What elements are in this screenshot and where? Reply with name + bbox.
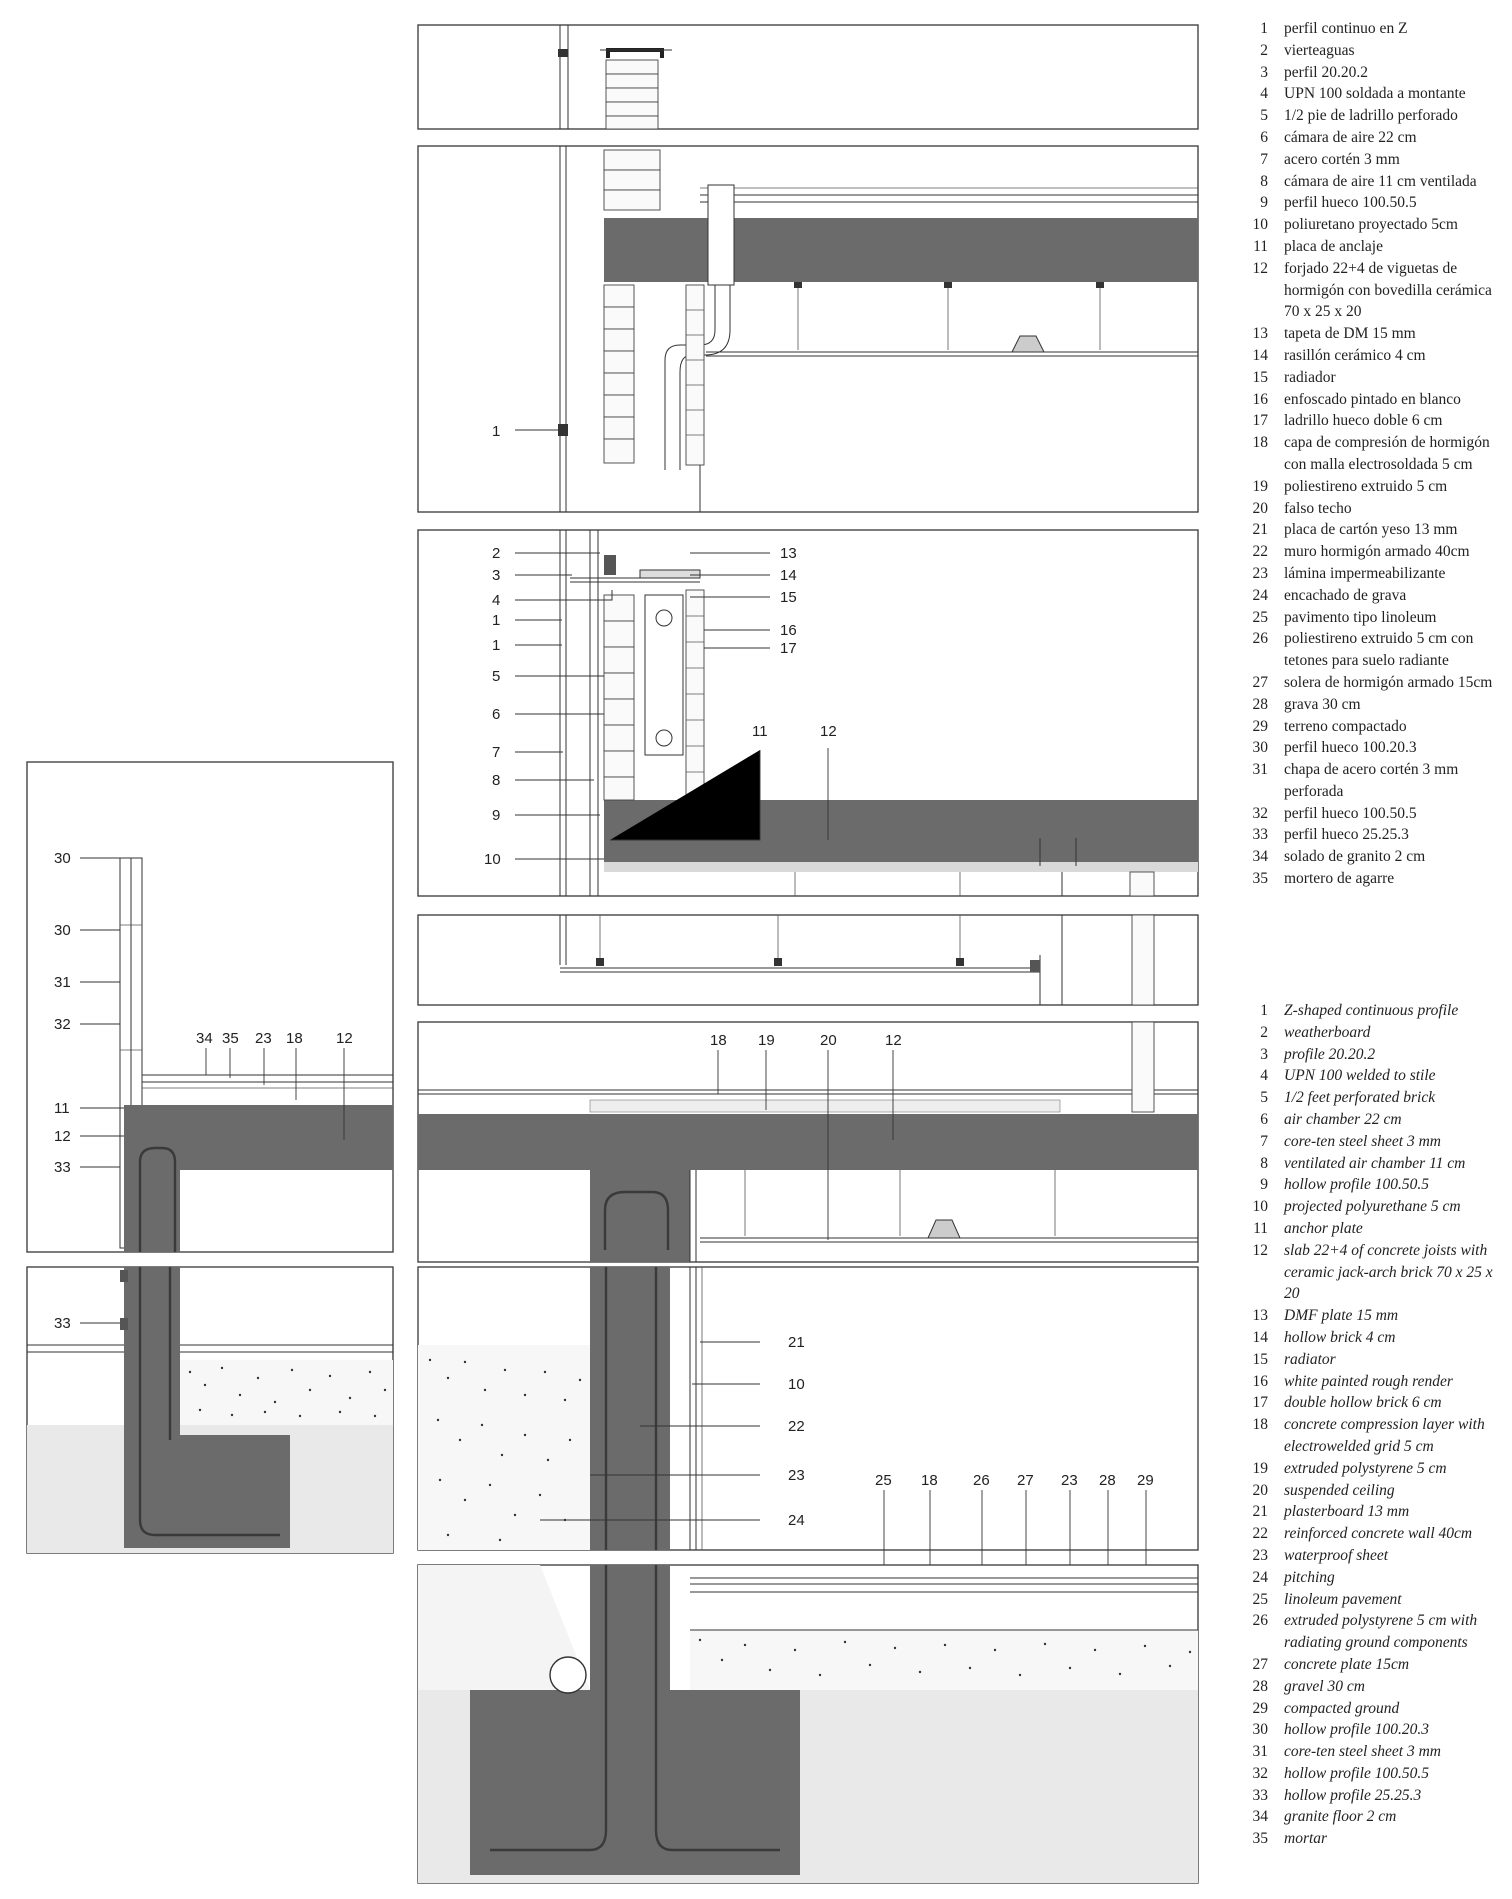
callout-label: 12 xyxy=(885,1032,902,1049)
legend-number: 14 xyxy=(1252,346,1268,364)
legend-item xyxy=(1240,323,1508,345)
legend-text: profile 20.20.2 xyxy=(1284,1045,1376,1063)
callout-label: 5 xyxy=(492,668,501,685)
legend-item xyxy=(1240,410,1508,432)
legend-number: 26 xyxy=(1252,1612,1268,1630)
legend-item xyxy=(1240,563,1508,585)
legend-item xyxy=(1240,62,1508,84)
legend-number: 31 xyxy=(1252,1743,1268,1761)
legend-number: 10 xyxy=(1252,1198,1268,1216)
legend-number: 9 xyxy=(1260,1176,1268,1194)
legend-number: 6 xyxy=(1260,128,1268,146)
legend-item xyxy=(1240,519,1508,541)
legend-number: 4 xyxy=(1260,85,1268,103)
legend-number: 30 xyxy=(1252,1721,1268,1739)
legend-number: 11 xyxy=(1253,1219,1268,1237)
legend-item xyxy=(1240,1000,1508,1022)
legend-item xyxy=(1240,498,1508,520)
legend-text: pitching xyxy=(1284,1568,1335,1586)
callout-label: 33 xyxy=(54,1159,71,1176)
callout-label: 2 xyxy=(492,545,501,562)
legend-item xyxy=(1240,1501,1508,1523)
legend-text: air chamber 22 cm xyxy=(1284,1110,1402,1128)
legend-item xyxy=(1240,846,1508,868)
legend-text: gravel 30 cm xyxy=(1284,1677,1365,1695)
legend-text: pavimento tipo linoleum xyxy=(1284,608,1437,626)
callout-label: 11 xyxy=(752,723,768,740)
legend-item xyxy=(1240,192,1508,214)
legend-item xyxy=(1240,1065,1508,1087)
legend-item xyxy=(1240,105,1508,127)
callout-label: 20 xyxy=(820,1032,837,1049)
legend-item xyxy=(1240,171,1508,193)
panel-parapet-detail xyxy=(418,25,1198,129)
callout-label: 3 xyxy=(492,567,501,584)
legend-text: terreno compactado xyxy=(1284,717,1407,735)
legend-text: white painted rough render xyxy=(1284,1372,1453,1390)
drain-pipe xyxy=(550,1657,586,1693)
legend-number: 9 xyxy=(1260,194,1268,212)
legend-text: concrete plate 15cm xyxy=(1284,1655,1410,1673)
legend-number: 4 xyxy=(1260,1067,1268,1085)
legend-item xyxy=(1240,1523,1508,1545)
legend-text: cámara de aire 22 cm xyxy=(1284,128,1417,146)
legend-item xyxy=(1240,40,1508,62)
legend-text: extruded polystyrene 5 cm xyxy=(1284,1459,1447,1477)
callout-label: 9 xyxy=(492,807,501,824)
legend-item xyxy=(1240,585,1508,607)
legend-number: 18 xyxy=(1252,434,1268,452)
legend-number: 22 xyxy=(1252,1525,1268,1543)
callout-label: 14 xyxy=(780,567,797,584)
legend-number: 32 xyxy=(1252,804,1268,822)
legend-text: poliestireno extruido 5 cm xyxy=(1284,477,1448,495)
callout-label: 35 xyxy=(222,1030,239,1047)
roof-slab xyxy=(604,218,1198,282)
panel-terrace-detail xyxy=(27,762,393,1252)
legend-number: 29 xyxy=(1252,717,1268,735)
legend-text: projected polyurethane 5 cm xyxy=(1284,1198,1461,1216)
callout-label: 24 xyxy=(788,1512,805,1529)
panel-ground-slab xyxy=(418,1022,1198,1262)
legend-number: 2 xyxy=(1260,1023,1268,1041)
legend-number: 3 xyxy=(1260,1045,1268,1063)
legend-number: 6 xyxy=(1260,1110,1268,1128)
legend-text: hollow profile 100.50.5 xyxy=(1284,1764,1429,1782)
callout-label: 30 xyxy=(54,922,71,939)
callout-label: 28 xyxy=(1099,1472,1116,1489)
legend-item xyxy=(1240,258,1508,323)
legend-text: perfil hueco 100.20.3 xyxy=(1284,739,1417,757)
callout-label: 23 xyxy=(1061,1472,1078,1489)
callout-label: 1 xyxy=(492,637,501,654)
legend-number: 15 xyxy=(1252,368,1268,386)
legend-text: radiador xyxy=(1284,368,1336,386)
legend-text: placa de anclaje xyxy=(1284,237,1383,255)
legend-number: 7 xyxy=(1260,150,1268,168)
callout-label: 19 xyxy=(758,1032,775,1049)
legend-text: slab 22+4 of concrete joists with ceramic jack-arch brick 70 x 25 x 20 xyxy=(1284,1241,1493,1303)
legend-item xyxy=(1240,1545,1508,1567)
legend-item xyxy=(1240,389,1508,411)
legend-number: 10 xyxy=(1252,216,1268,234)
legend-item xyxy=(1240,1480,1508,1502)
legend-text: placa de cartón yeso 13 mm xyxy=(1284,521,1458,539)
legend-item xyxy=(1240,1741,1508,1763)
legend-text: hollow profile 100.20.3 xyxy=(1284,1721,1429,1739)
legend-text: cámara de aire 11 cm ventilada xyxy=(1284,172,1477,190)
legend-item xyxy=(1240,1828,1508,1850)
legend-text: mortar xyxy=(1284,1830,1328,1848)
legend-number: 1 xyxy=(1260,1002,1268,1019)
legend-number: 21 xyxy=(1252,1503,1268,1521)
legend-text: poliuretano proyectado 5cm xyxy=(1284,216,1458,234)
callout-label: 12 xyxy=(54,1128,71,1145)
legend-text: solado de granito 2 cm xyxy=(1284,848,1426,866)
legend-number: 30 xyxy=(1252,739,1268,757)
legend-text: UPN 100 soldada a montante xyxy=(1284,85,1466,103)
legend-number: 34 xyxy=(1252,1808,1268,1826)
legend-number: 34 xyxy=(1252,848,1268,866)
legend-number: 14 xyxy=(1252,1328,1268,1346)
callout-label: 7 xyxy=(492,744,501,761)
legend-item xyxy=(1240,541,1508,563)
legend-number: 33 xyxy=(1252,826,1268,844)
callout-label: 6 xyxy=(492,706,501,723)
legend-item xyxy=(1240,1785,1508,1807)
legend-text: falso techo xyxy=(1284,499,1352,517)
legend-text: weatherboard xyxy=(1284,1023,1371,1041)
callout-label: 12 xyxy=(336,1030,353,1047)
legend-item xyxy=(1240,628,1508,672)
legend-item xyxy=(1240,737,1508,759)
legend-text: core-ten steel sheet 3 mm xyxy=(1284,1743,1441,1761)
legend-number: 15 xyxy=(1252,1350,1268,1368)
legend-text: enfoscado pintado en blanco xyxy=(1284,390,1461,408)
panel-retaining-wall-left xyxy=(27,1267,393,1553)
legend-text: vierteaguas xyxy=(1284,41,1355,59)
legend-text: rasillón cerámico 4 cm xyxy=(1284,346,1426,364)
legend-text: tapeta de DM 15 mm xyxy=(1284,325,1416,343)
legend-text: compacted ground xyxy=(1284,1699,1400,1717)
callout-label: 30 xyxy=(54,850,71,867)
legend-number: 11 xyxy=(1253,237,1268,255)
callout-label: 31 xyxy=(54,974,71,991)
callout-label: 21 xyxy=(788,1334,805,1351)
callout-label: 27 xyxy=(1017,1472,1034,1489)
basement-wall xyxy=(590,1267,670,1550)
legend-text: 1/2 pie de ladrillo perforado xyxy=(1284,107,1458,125)
legend-item xyxy=(1240,1131,1508,1153)
legend-number: 7 xyxy=(1260,1132,1268,1150)
legend-text: double hollow brick 6 cm xyxy=(1284,1394,1442,1412)
legend-item xyxy=(1240,1305,1508,1327)
panel-foundation xyxy=(418,1565,1198,1883)
legend-number: 19 xyxy=(1252,477,1268,495)
legend-item xyxy=(1240,1349,1508,1371)
callout-label: 1 xyxy=(492,423,501,440)
legend-text: ventilated air chamber 11 cm xyxy=(1284,1154,1466,1172)
legend-item xyxy=(1240,149,1508,171)
legend-number: 21 xyxy=(1252,521,1268,539)
legend-text: Z-shaped continuous profile xyxy=(1284,1002,1459,1019)
legend-item xyxy=(1240,236,1508,258)
legend-number: 27 xyxy=(1252,673,1268,691)
legend-item xyxy=(1240,1022,1508,1044)
legend-spanish xyxy=(1240,18,1508,890)
legend-text: plasterboard 13 mm xyxy=(1284,1503,1410,1521)
legend-text: linoleum pavement xyxy=(1284,1590,1402,1608)
legend-number: 29 xyxy=(1252,1699,1268,1717)
legend-item xyxy=(1240,1654,1508,1676)
legend-item xyxy=(1240,1196,1508,1218)
legend-english xyxy=(1240,1000,1508,1850)
callout-label: 23 xyxy=(255,1030,272,1047)
legend-text: anchor plate xyxy=(1284,1219,1363,1237)
parapet-brick xyxy=(606,60,658,129)
callout-label: 32 xyxy=(54,1016,71,1033)
legend-text: hollow profile 25.25.3 xyxy=(1284,1786,1422,1804)
legend-number: 24 xyxy=(1252,1568,1268,1586)
legend-number: 13 xyxy=(1252,325,1268,343)
legend-item xyxy=(1240,1240,1508,1305)
legend-text: muro hormigón armado 40cm xyxy=(1284,543,1470,561)
legend-number: 12 xyxy=(1252,259,1268,277)
callout-label: 33 xyxy=(54,1315,71,1332)
callout-label: 15 xyxy=(780,589,797,606)
legend-text: hollow brick 4 cm xyxy=(1284,1328,1396,1346)
legend-item xyxy=(1240,127,1508,149)
legend-text: waterproof sheet xyxy=(1284,1546,1389,1564)
legend-text: perfil continuo en Z xyxy=(1284,20,1408,37)
legend-number: 35 xyxy=(1252,870,1268,888)
legend-text: suspended ceiling xyxy=(1284,1481,1395,1499)
legend-item xyxy=(1240,1589,1508,1611)
legend-number: 16 xyxy=(1252,390,1268,408)
legend-number: 23 xyxy=(1252,564,1268,582)
callout-label: 8 xyxy=(492,772,501,789)
callout-label: 18 xyxy=(286,1030,303,1047)
legend-text: core-ten steel sheet 3 mm xyxy=(1284,1132,1441,1150)
legend-text: perfil 20.20.2 xyxy=(1284,63,1368,81)
callout-label: 10 xyxy=(484,851,501,868)
legend-item xyxy=(1240,1698,1508,1720)
legend-item xyxy=(1240,345,1508,367)
legend-number: 25 xyxy=(1252,608,1268,626)
legend-item xyxy=(1240,1371,1508,1393)
legend-text: chapa de acero cortén 3 mm perforada xyxy=(1284,761,1459,800)
callout-label: 12 xyxy=(820,723,837,740)
legend-number: 28 xyxy=(1252,1677,1268,1695)
callout-label: 22 xyxy=(788,1418,805,1435)
legend-text: extruded polystyrene 5 cm with radiating ground components xyxy=(1284,1612,1478,1652)
legend-number: 16 xyxy=(1252,1372,1268,1390)
legend-text: reinforced concrete wall 40cm xyxy=(1284,1525,1473,1543)
legend-number: 17 xyxy=(1252,412,1268,430)
legend-text: perfil hueco 100.50.5 xyxy=(1284,804,1417,822)
legend-item xyxy=(1240,1327,1508,1349)
legend-number: 32 xyxy=(1252,1764,1268,1782)
legend-item xyxy=(1240,83,1508,105)
legend-item xyxy=(1240,476,1508,498)
legend-item xyxy=(1240,1676,1508,1698)
legend-text: lámina impermeabilizante xyxy=(1284,564,1446,582)
legend-item xyxy=(1240,1109,1508,1131)
legend-number: 33 xyxy=(1252,1786,1268,1804)
legend-number: 18 xyxy=(1252,1416,1268,1434)
legend-number: 17 xyxy=(1252,1394,1268,1412)
legend-text: solera de hormigón armado 15cm xyxy=(1284,673,1493,691)
legend-item xyxy=(1240,214,1508,236)
legend-text: granite floor 2 cm xyxy=(1284,1808,1397,1826)
legend-item xyxy=(1240,1763,1508,1785)
panel-ceiling-strip xyxy=(418,915,1198,1005)
legend-item xyxy=(1240,1458,1508,1480)
legend-number: 27 xyxy=(1252,1655,1268,1673)
legend-item xyxy=(1240,1174,1508,1196)
legend-number: 5 xyxy=(1260,1089,1268,1107)
legend-item xyxy=(1240,1392,1508,1414)
callout-label: 13 xyxy=(780,545,797,562)
legend-number: 26 xyxy=(1252,630,1268,648)
legend-item xyxy=(1240,18,1508,40)
legend-item xyxy=(1240,759,1508,803)
legend-number: 2 xyxy=(1260,41,1268,59)
legend-item xyxy=(1240,824,1508,846)
callout-label: 25 xyxy=(875,1472,892,1489)
legend-item xyxy=(1240,803,1508,825)
legend-text: DMF plate 15 mm xyxy=(1284,1307,1399,1325)
legend-item xyxy=(1240,1153,1508,1175)
legend-item xyxy=(1240,1044,1508,1066)
legend-item xyxy=(1240,716,1508,738)
legend-item xyxy=(1240,694,1508,716)
legend-item xyxy=(1240,432,1508,476)
legend-item xyxy=(1240,607,1508,629)
legend-number: 35 xyxy=(1252,1830,1268,1848)
callout-label: 18 xyxy=(710,1032,727,1049)
legend-item xyxy=(1240,1610,1508,1654)
legend-number: 28 xyxy=(1252,695,1268,713)
legend-number: 22 xyxy=(1252,543,1268,561)
legend-text: forjado 22+4 de viguetas de hormigón con bovedilla cerámica 70 x 25 x 20 xyxy=(1284,259,1492,321)
legend-number: 12 xyxy=(1252,1241,1268,1259)
callout-label: 29 xyxy=(1137,1472,1154,1489)
legend-text: perfil hueco 25.25.3 xyxy=(1284,826,1409,844)
legend-text: hollow profile 100.50.5 xyxy=(1284,1176,1429,1194)
callout-label: 1 xyxy=(492,612,501,629)
legend-text: concrete compression layer with electrowelded grid 5 cm xyxy=(1284,1416,1485,1455)
legend-number: 19 xyxy=(1252,1459,1268,1477)
callout-label: 23 xyxy=(788,1467,805,1484)
inner-leaf-facade xyxy=(686,590,704,800)
legend-number: 8 xyxy=(1260,172,1268,190)
legend-item xyxy=(1240,868,1508,890)
legend-item xyxy=(1240,367,1508,389)
legend-item xyxy=(1240,1806,1508,1828)
legend-text: radiator xyxy=(1284,1350,1336,1368)
panel-roof-detail xyxy=(418,146,1198,512)
legend-number: 1 xyxy=(1260,20,1268,37)
callout-label: 26 xyxy=(973,1472,990,1489)
callout-label: 18 xyxy=(921,1472,938,1489)
brick-wall-facade xyxy=(604,595,634,800)
legend-text: perfil hueco 100.50.5 xyxy=(1284,194,1417,212)
legend-number: 3 xyxy=(1260,63,1268,81)
legend-text: 1/2 feet perforated brick xyxy=(1284,1089,1436,1107)
legend-text: poliestireno extruido 5 cm con tetones para suelo radiante xyxy=(1284,630,1474,670)
legend-item xyxy=(1240,1218,1508,1240)
legend-number: 23 xyxy=(1252,1546,1268,1564)
legend-text: UPN 100 welded to stile xyxy=(1284,1067,1436,1085)
callout-label: 17 xyxy=(780,640,797,657)
callout-label: 4 xyxy=(492,592,501,609)
legend-text: capa de compresión de hormigón con malla electrosoldada 5 cm xyxy=(1284,434,1490,473)
legend-number: 20 xyxy=(1252,499,1268,517)
legend-text: ladrillo hueco doble 6 cm xyxy=(1284,412,1443,430)
legend-item xyxy=(1240,1414,1508,1458)
callout-label: 16 xyxy=(780,622,797,639)
legend-text: acero cortén 3 mm xyxy=(1284,150,1400,168)
legend-text: encachado de grava xyxy=(1284,586,1407,604)
legend-number: 13 xyxy=(1252,1307,1268,1325)
legend-number: 5 xyxy=(1260,107,1268,125)
legend-text: grava 30 cm xyxy=(1284,695,1361,713)
legend-number: 20 xyxy=(1252,1481,1268,1499)
panel-facade-detail xyxy=(418,530,1198,896)
legend-text: mortero de agarre xyxy=(1284,870,1395,888)
legend-number: 8 xyxy=(1260,1154,1268,1172)
callout-label: 34 xyxy=(196,1030,213,1047)
legend-item xyxy=(1240,1719,1508,1741)
callout-label: 10 xyxy=(788,1376,805,1393)
callout-label: 11 xyxy=(54,1100,70,1117)
legend-item xyxy=(1240,1087,1508,1109)
legend-item xyxy=(1240,1567,1508,1589)
legend-number: 25 xyxy=(1252,1590,1268,1608)
legend-number: 24 xyxy=(1252,586,1268,604)
legend-item xyxy=(1240,672,1508,694)
legend-number: 31 xyxy=(1252,761,1268,779)
